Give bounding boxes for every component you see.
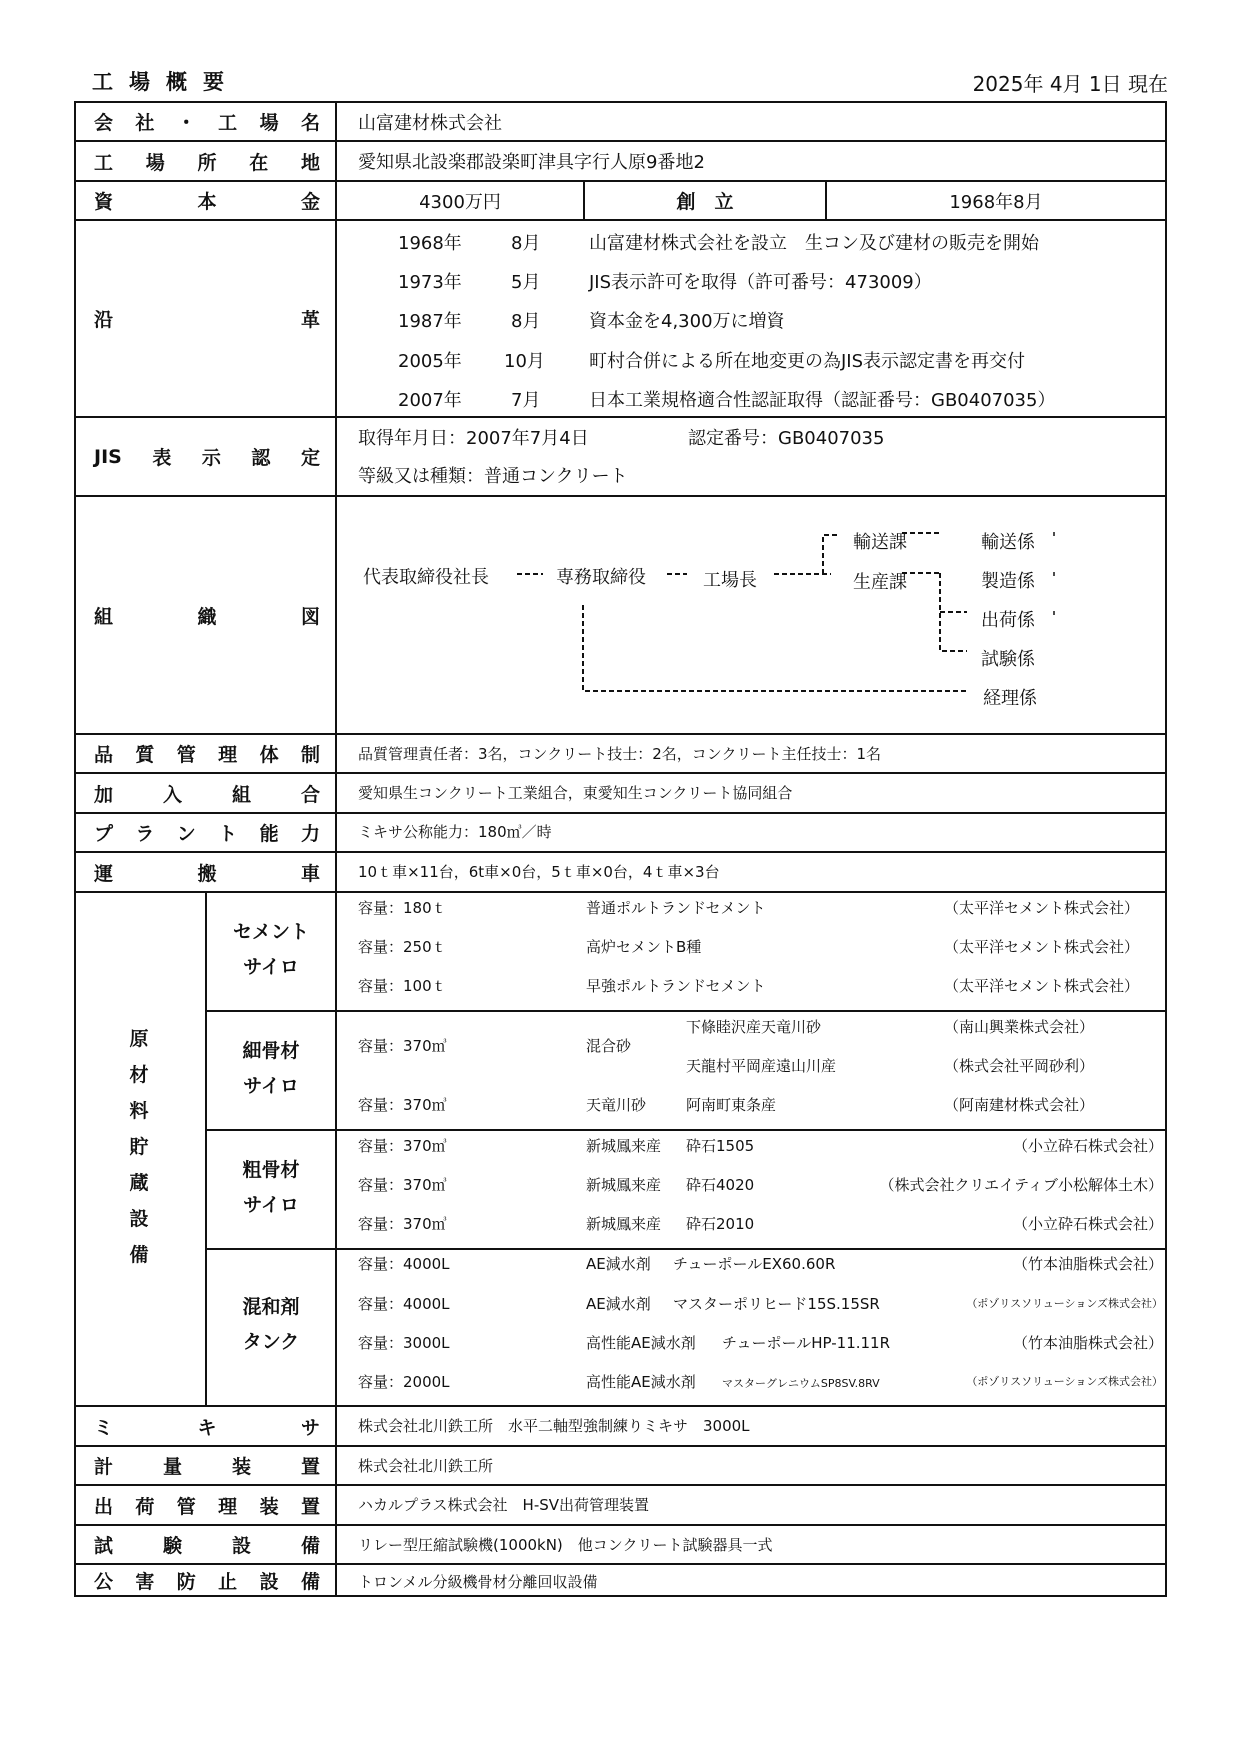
label-admix-tank: 混和剤 タンク bbox=[242, 1296, 300, 1353]
label-meter: 計 量 装 置 bbox=[94, 1456, 320, 1478]
jis-cert-number: 認定番号：GB0407035 bbox=[688, 428, 885, 449]
jis-grade: 等級又は種類：普通コンクリート bbox=[358, 466, 628, 487]
shipping-system: ハカルプラス株式会社 H-SV出荷管理装置 bbox=[358, 1496, 650, 1514]
org-production-dept: 生産課 bbox=[853, 572, 907, 593]
founded-date: 1968年8月 bbox=[949, 192, 1043, 213]
plant-capacity: ミキサ公称能力：180㎥／時 bbox=[358, 823, 552, 841]
metering-device: 株式会社北川鉄工所 bbox=[358, 1457, 494, 1475]
label-materials: 原 材 料 貯 蔵 設 備 bbox=[129, 1028, 149, 1266]
label-coarse-silo: 粗骨材 サイロ bbox=[242, 1159, 300, 1216]
label-union: 加 入 組 合 bbox=[94, 783, 320, 806]
org-manufacturing-sec: 製造係 bbox=[981, 571, 1035, 592]
org-managing-director: 専務取締役 bbox=[556, 567, 646, 588]
org-chart-lines bbox=[337, 497, 1057, 731]
label-quality: 品 質 管 理 体 制 bbox=[94, 744, 320, 766]
label-jis: JIS 表 示 認 定 bbox=[94, 445, 320, 469]
as-of-date: 2025年 4月 1日 現在 bbox=[972, 72, 1168, 96]
label-org: 組 織 図 bbox=[94, 605, 320, 628]
label-location: 工 場 所 在 地 bbox=[94, 151, 320, 174]
test-equipment: リレー型圧縮試験機(1000kN) 他コンクリート試験器具一式 bbox=[358, 1536, 773, 1554]
label-test: 試 験 設 備 bbox=[94, 1535, 320, 1557]
org-accounting-sec: 経理係 bbox=[983, 688, 1037, 709]
page-title: 工場概要 bbox=[92, 70, 240, 94]
jis-acquired: 取得年月日：2007年7月4日 bbox=[358, 428, 589, 449]
label-cement-silo: セメント サイロ bbox=[232, 921, 309, 978]
label-pollution: 公 害 防 止 設 備 bbox=[94, 1570, 320, 1593]
transport-trucks: 10ｔ車×11台，6t車×0台，5ｔ車×0台，4ｔ車×3台 bbox=[358, 863, 720, 881]
label-plant: プ ラ ン ト 能 力 bbox=[94, 823, 320, 845]
label-capital: 資 本 金 bbox=[94, 191, 320, 213]
org-transport-sec: 輸送係 bbox=[981, 532, 1035, 553]
label-mixer: ミ キ サ bbox=[94, 1416, 320, 1439]
factory-location: 愛知県北設楽郡設楽町津具字行人原9番地2 bbox=[358, 152, 705, 173]
label-company: 会 社 ・ 工 場 名 bbox=[94, 112, 320, 134]
label-transport: 運 搬 車 bbox=[94, 862, 320, 885]
label-fine-silo: 細骨材 サイロ bbox=[242, 1040, 300, 1097]
pollution-control: トロンメル分級機骨材分離回収設備 bbox=[358, 1573, 598, 1591]
org-shipping-sec: 出荷係 bbox=[981, 610, 1035, 631]
company-name: 山富建材株式会社 bbox=[358, 113, 502, 134]
capital-amount: 4300万円 bbox=[419, 192, 501, 213]
founded-label: 創 立 bbox=[676, 191, 734, 213]
org-president: 代表取締役社長 bbox=[363, 567, 489, 588]
union-membership: 愛知県生コンクリート工業組合，東愛知生コンクリート協同組合 bbox=[358, 784, 793, 802]
mixer-info: 株式会社北川鉄工所 水平二軸型強制練りミキサ 3000L bbox=[358, 1417, 750, 1435]
org-plant-manager: 工場長 bbox=[703, 570, 757, 591]
org-transport-dept: 輸送課 bbox=[853, 532, 907, 553]
label-history: 沿 革 bbox=[94, 309, 320, 331]
label-shipping: 出 荷 管 理 装 置 bbox=[94, 1495, 320, 1518]
quality-staff: 品質管理責任者：3名，コンクリート技士：2名，コンクリート主任技士：1名 bbox=[358, 745, 882, 763]
org-testing-sec: 試験係 bbox=[981, 649, 1035, 670]
